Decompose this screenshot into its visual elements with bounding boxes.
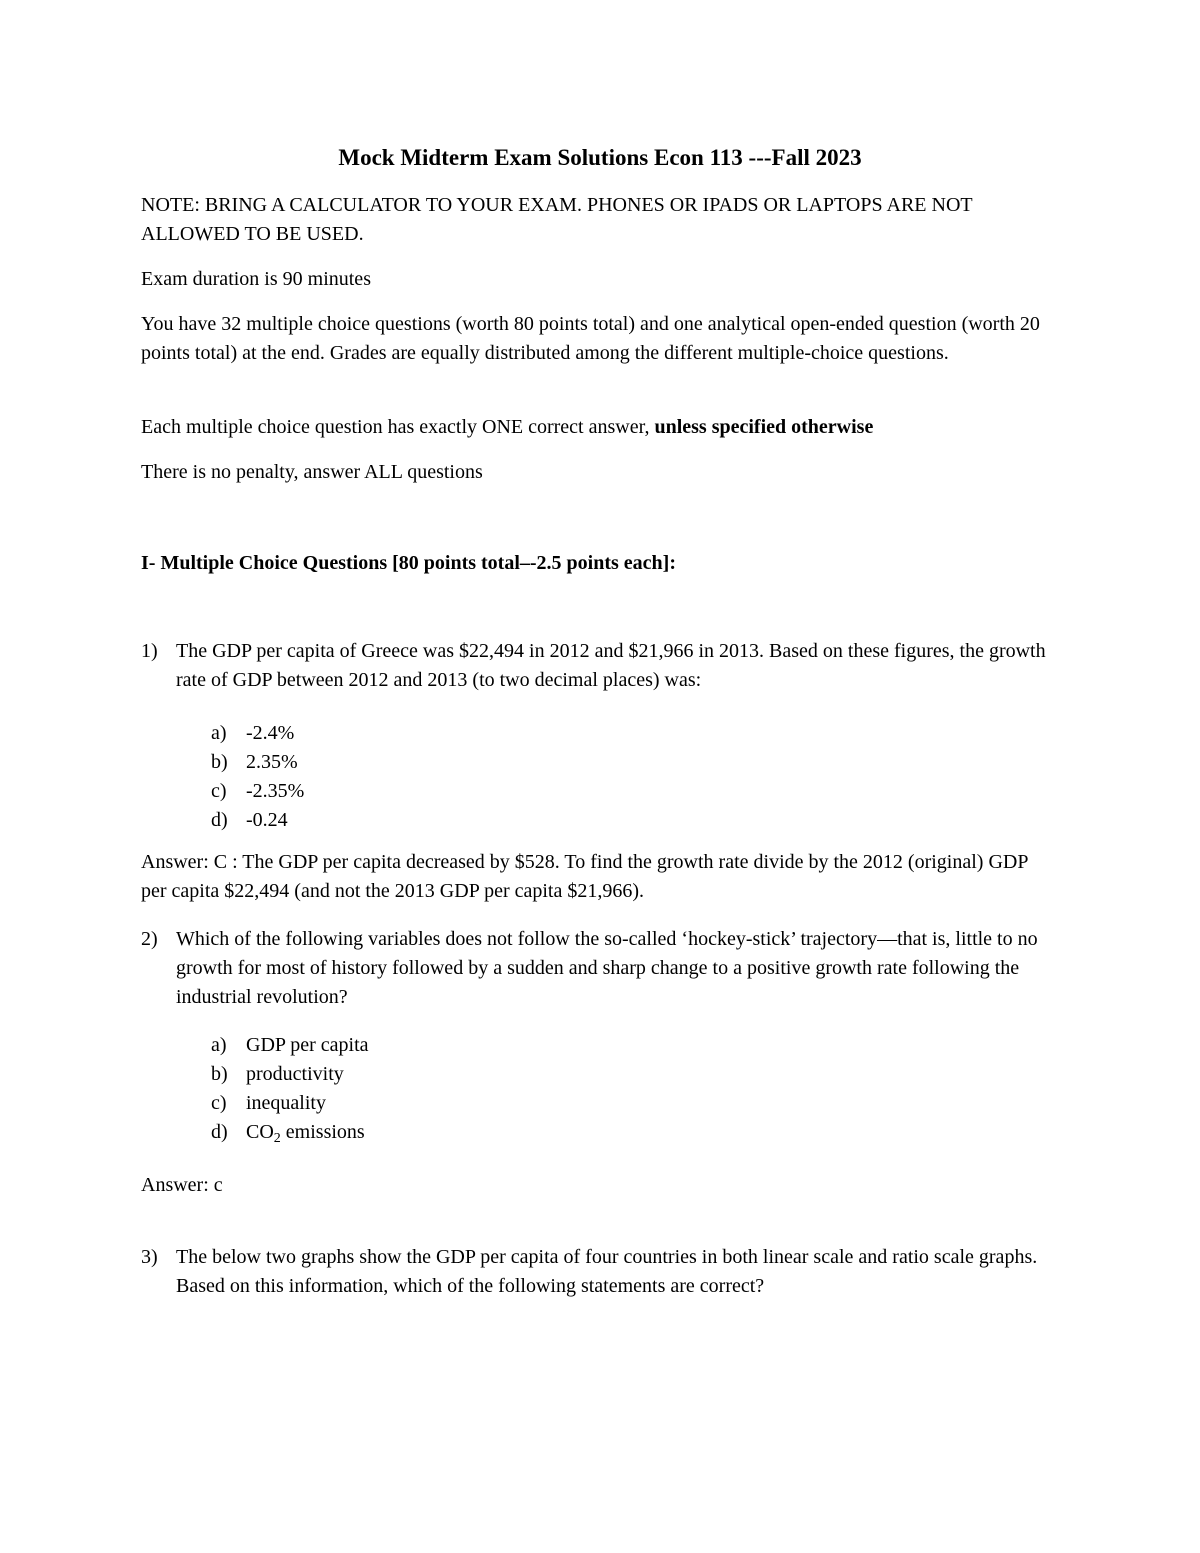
structure-paragraph: You have 32 multiple choice questions (worth 80 points total) and one analytical open-ended question (worth 20 points total) at the end. Grades are equally distributed among the different multiple-choice questions. xyxy=(141,313,1040,364)
one-answer-paragraph xyxy=(141,413,1041,442)
question-3 xyxy=(141,1243,1051,1301)
option-text: productivity xyxy=(246,1063,344,1085)
option-text-suffix: emissions xyxy=(280,1121,365,1143)
option-text: CO xyxy=(246,1121,274,1143)
question-1-answer: Answer: C : The GDP per capita decreased by $528. To find the growth rate divide by the 2012 (original) GDP per capita $22,494 (and not the 2013 GDP per capita $21,966). xyxy=(141,851,1028,902)
question-text: The GDP per capita of Greece was $22,494 in 2012 and $21,966 in 2013. Based on these figures, the growth rate of GDP between 2012 and 2013 (to two decimal places) was: xyxy=(176,640,1046,691)
question-text: The below two graphs show the GDP per capita of four countries in both linear scale and ratio scale graphs. Based on this information, which of the following statements are correct? xyxy=(176,1246,1038,1297)
penalty-paragraph: There is no penalty, answer ALL questions xyxy=(141,461,483,483)
note-paragraph: NOTE: BRING A CALCULATOR TO YOUR EXAM. PHONES OR IPADS OR LAPTOPS ARE NOT ALLOWED TO BE USED. xyxy=(141,194,973,245)
document-title: Mock Midterm Exam Solutions Econ 113 ---Fall 2023 xyxy=(338,145,862,170)
one-answer-text: Each multiple choice question has exactly ONE correct answer, xyxy=(141,416,655,438)
option-text: GDP per capita xyxy=(246,1034,369,1056)
option-text: -2.35% xyxy=(246,780,305,802)
question-number: 1) xyxy=(141,640,158,662)
one-answer-emphasis: unless specified otherwise xyxy=(654,416,874,438)
question-1 xyxy=(141,637,1051,695)
option-text: inequality xyxy=(246,1092,326,1114)
question-number: 2) xyxy=(141,928,158,950)
option-subscript: 2 xyxy=(273,1131,281,1146)
option-text: 2.35% xyxy=(246,751,298,773)
option-letter: b) xyxy=(211,751,228,773)
option-c xyxy=(211,1089,369,1118)
option-letter: d) xyxy=(211,809,228,831)
duration-paragraph: Exam duration is 90 minutes xyxy=(141,268,371,290)
option-letter: c) xyxy=(211,1092,227,1114)
option-letter: d) xyxy=(211,1121,228,1143)
option-text: -2.4% xyxy=(246,722,295,744)
option-letter: c) xyxy=(211,780,227,802)
option-letter: a) xyxy=(211,722,227,744)
option-letter: b) xyxy=(211,1063,228,1085)
question-1-options xyxy=(211,719,304,835)
option-a xyxy=(211,719,304,748)
option-a xyxy=(211,1031,369,1060)
option-d xyxy=(211,1118,369,1147)
option-letter: a) xyxy=(211,1034,227,1056)
option-b xyxy=(211,1060,369,1089)
section-heading: I- Multiple Choice Questions [80 points total–-2.5 points each]: xyxy=(141,552,676,574)
option-b xyxy=(211,748,304,777)
option-text: -0.24 xyxy=(246,809,288,831)
question-number: 3) xyxy=(141,1246,158,1268)
question-2-options xyxy=(211,1031,369,1147)
option-c xyxy=(211,777,304,806)
question-2 xyxy=(141,925,1051,1012)
option-d xyxy=(211,806,304,835)
question-text: Which of the following variables does not follow the so-called ‘hockey-stick’ trajectory—that is, little to no growth for most of history followed by a sudden and sharp change to a positive growth rate following the industrial revolution? xyxy=(176,928,1038,1008)
question-2-answer: Answer: c xyxy=(141,1174,223,1196)
